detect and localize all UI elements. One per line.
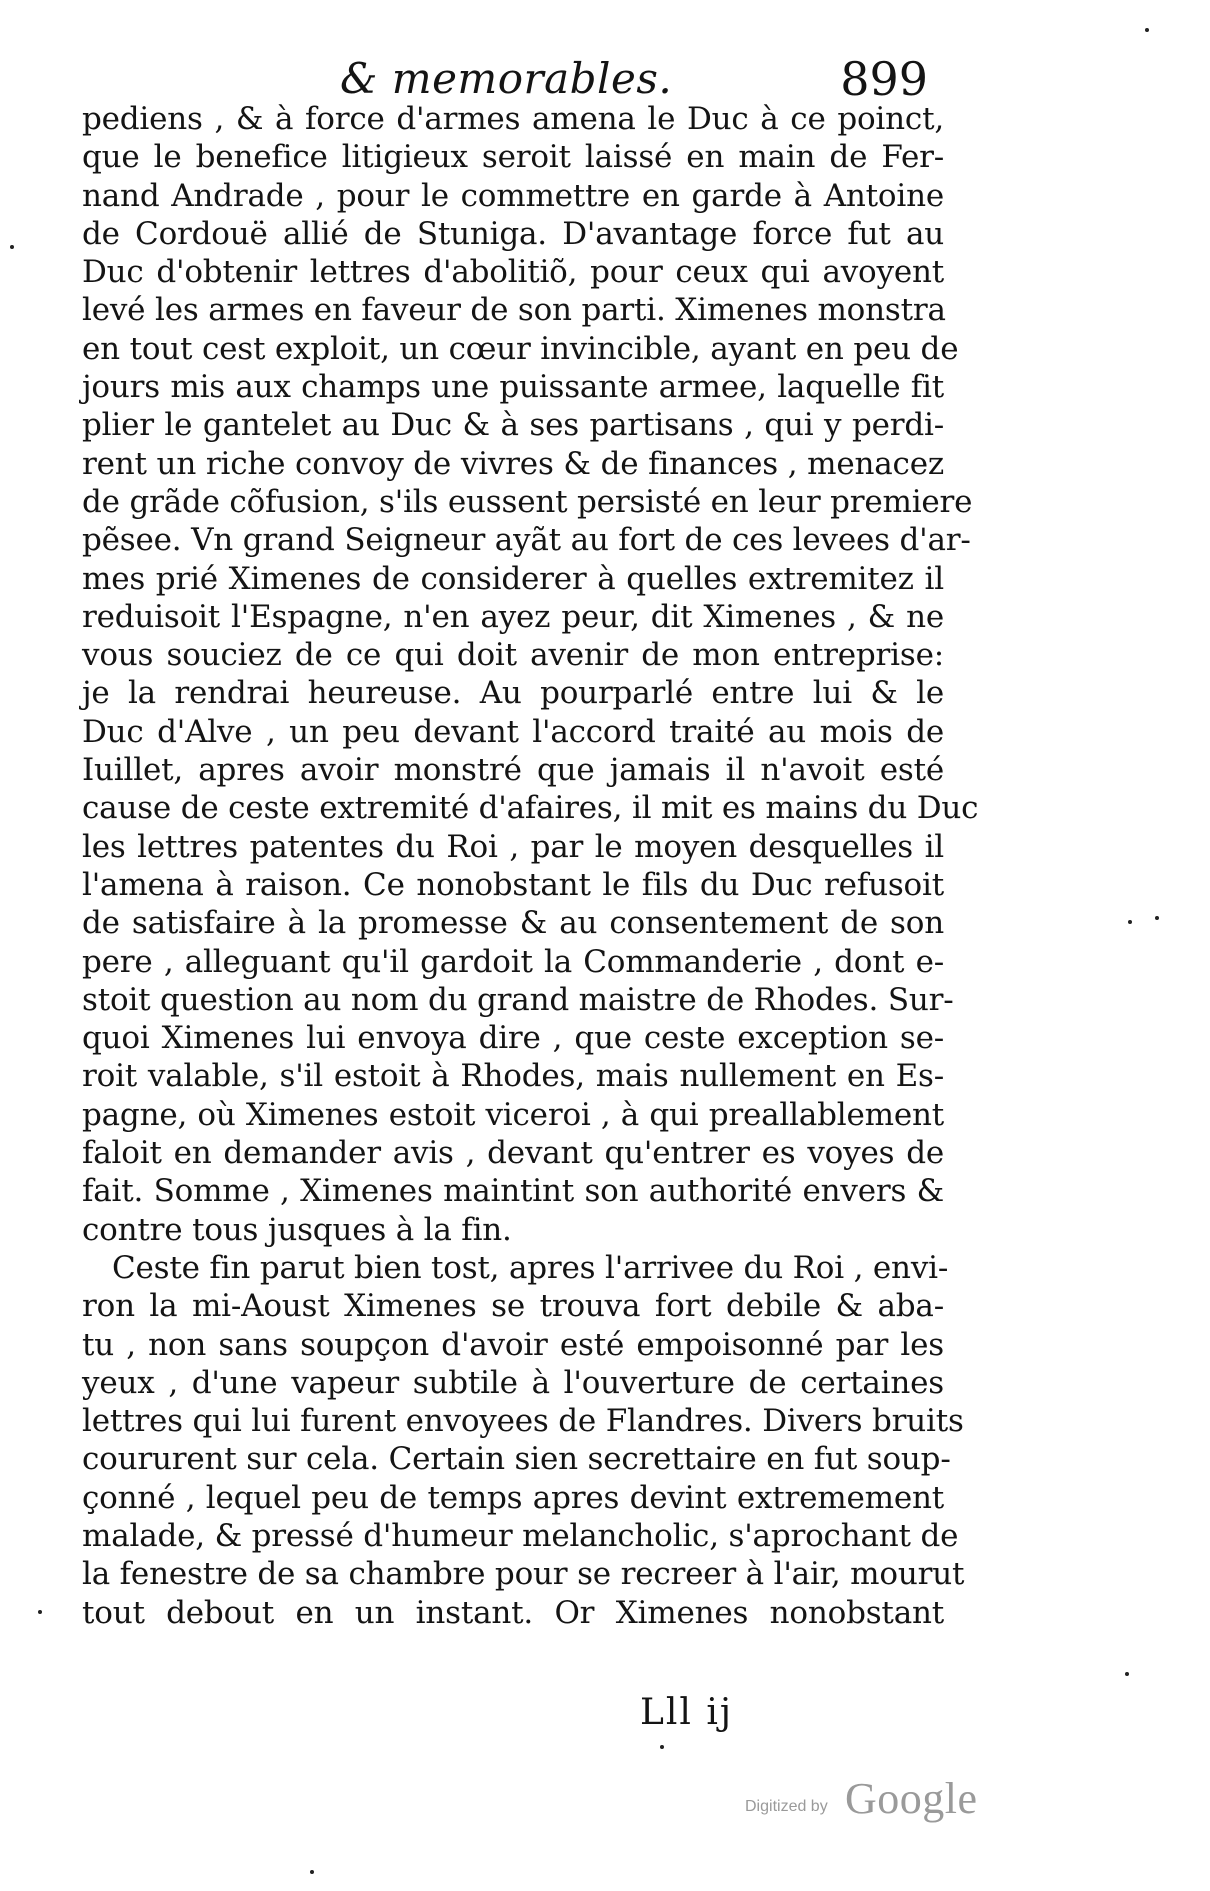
text-line: tu , non sans soupçon d'avoir esté empoisonné par les bbox=[82, 1326, 944, 1363]
text-line: Duc d'obtenir lettres d'abolitiõ, pour ceux qui avoyent bbox=[82, 254, 944, 291]
text-line: contre tous jusques à la fin. bbox=[82, 1211, 512, 1248]
text-line: pediens , & à force d'armes amena le Duc à ce poinct, bbox=[82, 101, 944, 137]
text-line: vous souciez de ce qui doit avenir de mon entreprise: bbox=[82, 637, 944, 674]
text-line: coururent sur cela. Certain sien secrettaire en fut soup- bbox=[82, 1441, 951, 1478]
text-line: ron la mi-Aoust Ximenes se trouva fort debile & aba- bbox=[82, 1288, 944, 1325]
text-line: stoit question au nom du grand maistre de Rhodes. Sur- bbox=[82, 981, 954, 1018]
text-line: rent un riche convoy de vivres & de finances , menacez bbox=[82, 445, 944, 482]
text-line: tout debout en un instant. Or Ximenes nonobstant bbox=[82, 1594, 944, 1631]
scan-speck bbox=[1155, 916, 1159, 920]
text-line: roit valable, s'il estoit à Rhodes, mais nullement en Es- bbox=[82, 1058, 944, 1095]
page-number: 899 bbox=[840, 52, 928, 106]
text-line: en tout cest exploit, un cœur invincible, ayant en peu de bbox=[82, 330, 959, 367]
text-line: lettres qui lui furent envoyees de Flandres. Divers bruits bbox=[82, 1403, 964, 1440]
scan-speck bbox=[310, 1870, 314, 1874]
text-line: de satisfaire à la promesse & au consentement de son bbox=[82, 905, 944, 942]
text-line: faloit en demander avis , devant qu'entrer es voyes de bbox=[82, 1135, 944, 1172]
scan-speck bbox=[660, 1745, 664, 1749]
text-line: malade, & pressé d'humeur melancholic, s'aprochant de bbox=[82, 1517, 959, 1554]
text-line: levé les armes en faveur de son parti. Ximenes monstra bbox=[82, 292, 946, 329]
text-line: Iuillet, apres avoir monstré que jamais il n'avoit esté bbox=[82, 752, 944, 789]
text-line: Duc d'Alve , un peu devant l'accord traité au mois de bbox=[82, 713, 944, 750]
text-line: jours mis aux champs une puissante armee, laquelle fit bbox=[82, 369, 944, 406]
text-line: que le benefice litigieux seroit laissé en main de Fer- bbox=[82, 139, 944, 176]
text-line: reduisoit l'Espagne, n'en ayez peur, dit Ximenes , & ne bbox=[82, 598, 944, 635]
scan-speck bbox=[1128, 920, 1132, 924]
text-line: fait. Somme , Ximenes maintint son authorité envers & bbox=[82, 1173, 944, 1210]
body-text bbox=[82, 100, 979, 1632]
text-line: mes prié Ximenes de considerer à quelles extremitez il bbox=[82, 560, 944, 597]
text-line: Ceste fin parut bien tost, apres l'arrivee du Roi , envi- bbox=[112, 1249, 949, 1286]
text-line: pere , alleguant qu'il gardoit la Commanderie , dont e- bbox=[82, 943, 944, 980]
text-line: quoi Ximenes lui envoya dire , que ceste exception se- bbox=[82, 1020, 944, 1057]
text-line: de grãde cõfusion, s'ils eussent persisté en leur premiere bbox=[82, 483, 973, 520]
scan-speck bbox=[1125, 1672, 1129, 1676]
digitized-watermark bbox=[745, 1768, 1005, 1828]
text-line: cause de ceste extremité d'afaires, il mit es mains du Duc bbox=[82, 790, 979, 827]
scan-speck bbox=[38, 1610, 42, 1614]
signature-mark: Lll ij bbox=[640, 1692, 734, 1733]
scan-speck bbox=[1145, 28, 1149, 32]
text-line: de Cordouë allié de Stuniga. D'avantage force fut au bbox=[82, 215, 944, 252]
text-line: plier le gantelet au Duc & à ses partisans , qui y perdi- bbox=[82, 407, 944, 444]
text-line: je la rendrai heureuse. Au pourparlé entre lui & le bbox=[82, 675, 944, 712]
text-line: çonné , lequel peu de temps apres devint extremement bbox=[82, 1479, 944, 1516]
running-title: & memorables. bbox=[340, 54, 673, 103]
watermark-prefix: Digitized by bbox=[745, 1798, 828, 1815]
text-line: l'amena à raison. Ce nonobstant le fils du Duc refusoit bbox=[82, 866, 944, 903]
text-line: les lettres patentes du Roi , par le moyen desquelles il bbox=[82, 828, 944, 865]
text-line: pẽsee. Vn grand Seigneur ayãt au fort de ces levees d'ar- bbox=[82, 522, 971, 559]
text-line: la fenestre de sa chambre pour se recreer à l'air, mourut bbox=[82, 1556, 965, 1593]
text-line: pagne, où Ximenes estoit viceroi , à qui preallablement bbox=[82, 1096, 944, 1133]
google-logo: Google bbox=[845, 1774, 978, 1823]
text-line: yeux , d'une vapeur subtile à l'ouverture de certaines bbox=[82, 1364, 944, 1401]
text-line: nand Andrade , pour le commettre en garde à Antoine bbox=[82, 177, 944, 214]
scan-speck bbox=[10, 245, 14, 249]
